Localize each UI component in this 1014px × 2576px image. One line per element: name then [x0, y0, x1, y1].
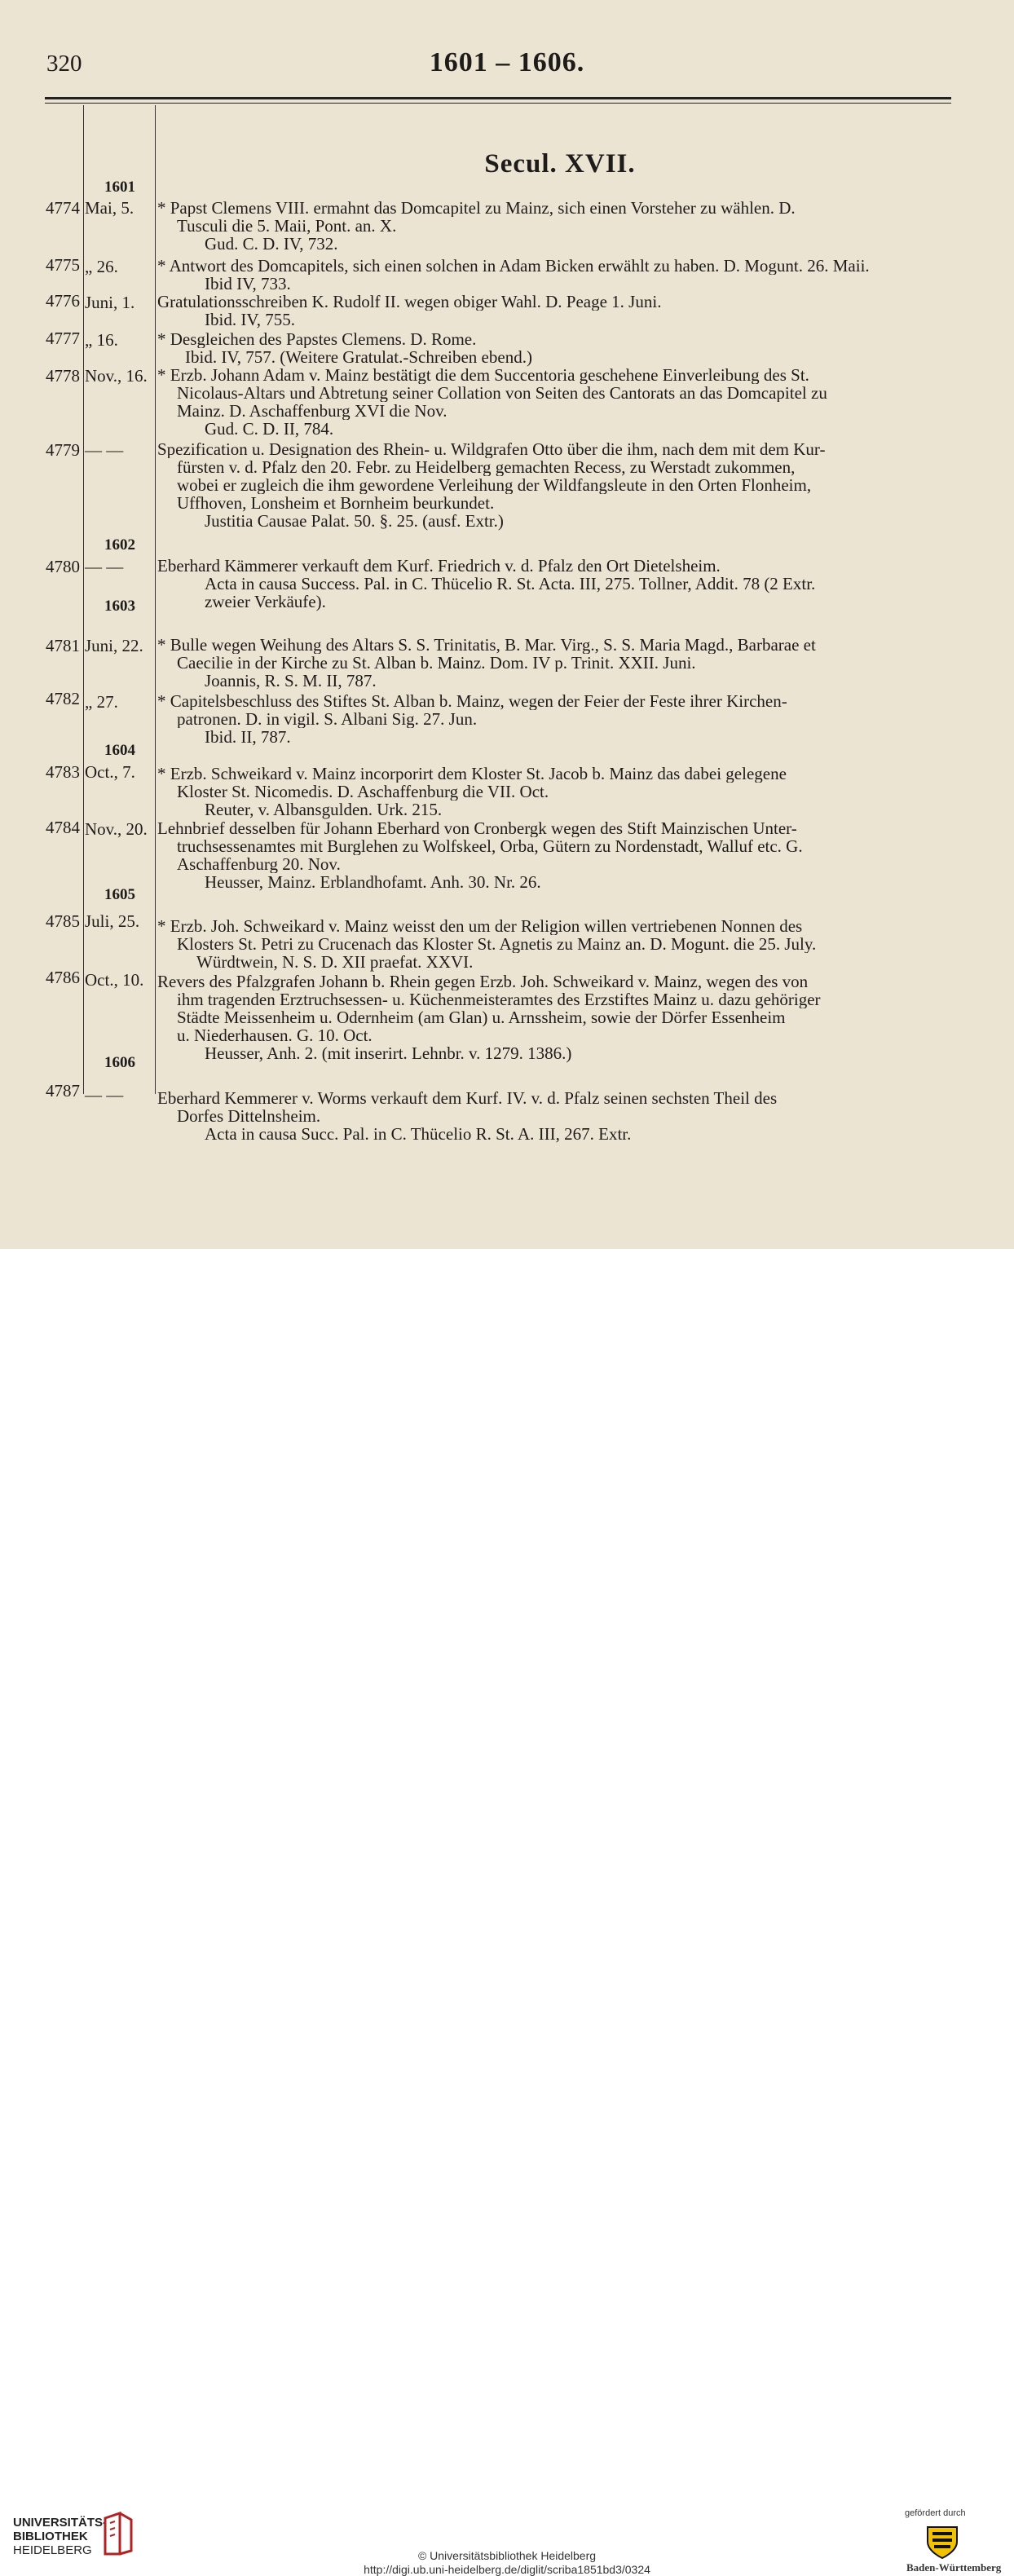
entry-number: 4780: [46, 557, 80, 576]
entry-date: — —: [85, 557, 124, 576]
entry-line: Lehnbrief desselben für Johann Eberhard von Cronbergk wegen des Stift Mainzischen Unter-: [157, 819, 797, 837]
year-heading: 1601: [104, 179, 135, 196]
entry-line: Tusculi die 5. Maii, Pont. an. X.: [177, 217, 397, 235]
viewer-footer: [0, 1249, 1014, 2576]
entry-date: Juli, 25.: [85, 911, 140, 931]
entry-number: 4778: [46, 366, 80, 386]
entry-line: * Erzb. Joh. Schweikard v. Mainz weisst den um der Religion willen vertriebenen Nonnen des: [157, 917, 803, 935]
page-number: 320: [46, 51, 82, 77]
entry-line: Mainz. D. Aschaffenburg XVI die Nov.: [177, 402, 447, 420]
column-rule-left: [83, 105, 84, 1094]
funder-name: Baden-Württemberg: [906, 2561, 1002, 2574]
entry-number: 4786: [46, 968, 80, 987]
entry-text: [157, 1089, 952, 1143]
entry-text: [157, 917, 952, 971]
entry-reference: Justitia Causae Palat. 50. §. 25. (ausf. Extr.): [205, 511, 504, 531]
entry-date: Juni, 1.: [85, 293, 135, 312]
entry-number: 4783: [46, 762, 80, 782]
entry-date: Juni, 22.: [85, 636, 143, 655]
entry-line: Eberhard Kemmerer v. Worms verkauft dem Kurf. IV. v. d. Pfalz seinen sechsten Theil des: [157, 1089, 778, 1107]
entry-text: [157, 819, 952, 891]
entry-number: 4787: [46, 1081, 80, 1101]
entry-line: Eberhard Kämmerer verkauft dem Kurf. Friedrich v. d. Pfalz den Ort Dietelsheim.: [157, 557, 721, 575]
entry-line: Gratulationsschreiben K. Rudolf II. wegen obiger Wahl. D. Peage 1. Juni.: [157, 293, 662, 311]
baden-wuerttemberg-crest-icon[interactable]: [924, 2522, 960, 2564]
entry-line: Uffhoven, Lonsheim et Bornheim beurkundet.: [177, 494, 495, 512]
entry-reference: Heusser, Anh. 2. (mit inserirt. Lehnbr. v. 1279. 1386.): [205, 1043, 572, 1063]
entry-line: patronen. D. in vigil. S. Albani Sig. 27. Jun.: [177, 710, 478, 728]
entry-line: * Antwort des Domcapitels, sich einen solchen in Adam Bicken erwählt zu haben. D. Mogunt. 26. Maii.: [157, 257, 870, 275]
entry-text: [157, 257, 952, 293]
entry-reference: Ibid. IV, 757. (Weitere Gratulat.-Schreiben ebend.): [185, 347, 532, 367]
entry-text: [157, 692, 952, 746]
entry-line: * Papst Clemens VIII. ermahnt das Domcapitel zu Mainz, sich einen Vorsteher zu wählen. D.: [157, 199, 796, 217]
entry-text: [157, 330, 952, 366]
entry-reference: Acta in causa Success. Pal. in C. Thücelio R. St. Acta. III, 275. Tollner, Addit. 78 (2 Extr.: [205, 574, 816, 593]
section-title: Secul. XVII.: [484, 149, 636, 179]
entry-line: Caecilie in der Kirche zu St. Alban b. Mainz. Dom. IV p. Trinit. XXII. Juni.: [177, 654, 696, 672]
library-line: UNIVERSITÄTS-: [13, 2516, 108, 2530]
entry-number: 4781: [46, 636, 80, 655]
entry-date: Oct., 10.: [85, 970, 144, 990]
entry-line: wobei er zugleich die ihm gewordene Verleihung der Wildfangsleute in den Orten Flonheim,: [177, 476, 812, 494]
entry-line: * Erzb. Johann Adam v. Mainz bestätigt die dem Succentoria geschehene Einverleibung des St.: [157, 366, 809, 384]
year-heading: 1602: [104, 536, 135, 554]
entry-line: * Erzb. Schweikard v. Mainz incorporirt dem Kloster St. Jacob b. Mainz das dabei gelegene: [157, 765, 787, 783]
entry-line: Nicolaus-Altars und Abtretung seiner Collation von Seiten des Cantorats an das Domcapitel zu: [177, 384, 827, 402]
entry-date: Mai, 5.: [85, 198, 134, 218]
entry-date: Nov., 20.: [85, 819, 148, 839]
entry-reference: Gud. C. D. IV, 732.: [205, 234, 338, 254]
entry-date: „ 27.: [85, 692, 118, 712]
entry-reference: Gud. C. D. II, 784.: [205, 419, 334, 439]
entry-reference: Heusser, Mainz. Erblandhofamt. Anh. 30. Nr. 26.: [205, 872, 541, 892]
entry-reference: Ibid IV, 733.: [205, 274, 291, 293]
entry-text: [157, 366, 952, 438]
entry-line: * Desgleichen des Papstes Clemens. D. Rome.: [157, 330, 477, 348]
entry-number: 4782: [46, 689, 80, 708]
entry-text: [157, 973, 952, 1062]
entry-reference: Ibid. IV, 755.: [205, 310, 296, 329]
library-line: BIBLIOTHEK: [13, 2530, 88, 2543]
entry-line: Klosters St. Petri zu Crucenach das Kloster St. Agnetis zu Mainz an. D. Mogunt. die 25. July.: [177, 935, 817, 953]
entry-date: — —: [85, 1085, 124, 1105]
entry-reference: Würdtwein, N. S. D. XII praefat. XXVI.: [196, 952, 474, 972]
entry-number: 4776: [46, 291, 80, 311]
entry-date: Oct., 7.: [85, 762, 135, 782]
entry-text: [157, 636, 952, 690]
entry-reference: Reuter, v. Albansgulden. Urk. 215.: [205, 800, 443, 819]
entry-line: * Capitelsbeschluss des Stiftes St. Alban b. Mainz, wegen der Feier der Feste ihrer Kirchen-: [157, 692, 787, 710]
entry-line: Kloster St. Nicomedis. D. Aschaffenburg die VII. Oct.: [177, 783, 549, 801]
column-rule-right: [155, 105, 156, 1094]
entry-line: Revers des Pfalzgrafen Johann b. Rhein gegen Erzb. Joh. Schweikard v. Mainz, wegen des von: [157, 973, 809, 990]
entry-number: 4785: [46, 911, 80, 931]
entry-number: 4774: [46, 198, 80, 218]
library-line: HEIDELBERG: [13, 2543, 92, 2557]
funding-label: gefördert durch: [905, 2508, 966, 2518]
permalink[interactable]: http://digi.ub.uni-heidelberg.de/diglit/scriba1851bd3/0324: [364, 2563, 650, 2576]
year-heading: 1606: [104, 1054, 135, 1071]
header-rule-thick: [45, 97, 951, 99]
entry-line: u. Niederhausen. G. 10. Oct.: [177, 1026, 373, 1044]
entry-date: „ 16.: [85, 330, 118, 350]
entry-date: — —: [85, 440, 124, 460]
entry-reference: Acta in causa Succ. Pal. in C. Thücelio R. St. A. III, 267. Extr.: [205, 1124, 632, 1144]
entry-reference: zweier Verkäufe).: [205, 592, 326, 611]
entry-date: Nov., 16.: [85, 366, 148, 386]
copyright-text: © Universitätsbibliothek Heidelberg: [417, 2549, 597, 2562]
entry-text: [157, 440, 952, 530]
entry-line: ihm tragenden Erztruchsessen- u. Küchenmeisteramtes des Erzstiftes Mainz u. dazu gehöriger: [177, 990, 821, 1008]
year-heading: 1605: [104, 886, 135, 903]
entry-number: 4779: [46, 440, 80, 460]
entry-reference: Joannis, R. S. M. II, 787.: [205, 671, 377, 690]
entry-line: fürsten v. d. Pfalz den 20. Febr. zu Heidelberg gemachten Recess, zu Werstadt zukommen,: [177, 458, 796, 476]
entry-line: truchsessenamtes mit Burglehen zu Wolfskeel, Orba, Gütern zu Nordenstadt, Walluf etc. G.: [177, 837, 803, 855]
entry-line: Städte Meissenheim u. Odernheim (am Glan) u. Arnssheim, sowie der Dörfer Essenheim: [177, 1008, 786, 1026]
entry-text: [157, 199, 952, 253]
entry-text: [157, 765, 952, 818]
entry-date: „ 26.: [85, 257, 118, 276]
entry-text: [157, 557, 952, 611]
scanned-page: [0, 0, 1014, 1249]
header-rule-thin: [45, 103, 951, 104]
entry-text: [157, 293, 952, 329]
entry-number: 4777: [46, 329, 80, 348]
year-heading: 1604: [104, 742, 135, 759]
running-title: 1601 – 1606.: [429, 47, 585, 77]
entry-number: 4784: [46, 818, 80, 837]
entry-line: Aschaffenburg 20. Nov.: [177, 855, 341, 873]
entry-number: 4775: [46, 255, 80, 275]
entry-line: * Bulle wegen Weihung des Altars S. S. Trinitatis, B. Mar. Virg., S. S. Maria Magd., Barbarae et: [157, 636, 816, 654]
entry-reference: Ibid. II, 787.: [205, 727, 291, 747]
entry-line: Spezification u. Designation des Rhein- u. Wildgrafen Otto über die ihm, nach dem mit dem Kur-: [157, 440, 826, 458]
entry-line: Dorfes Dittelnsheim.: [177, 1107, 321, 1125]
year-heading: 1603: [104, 598, 135, 615]
